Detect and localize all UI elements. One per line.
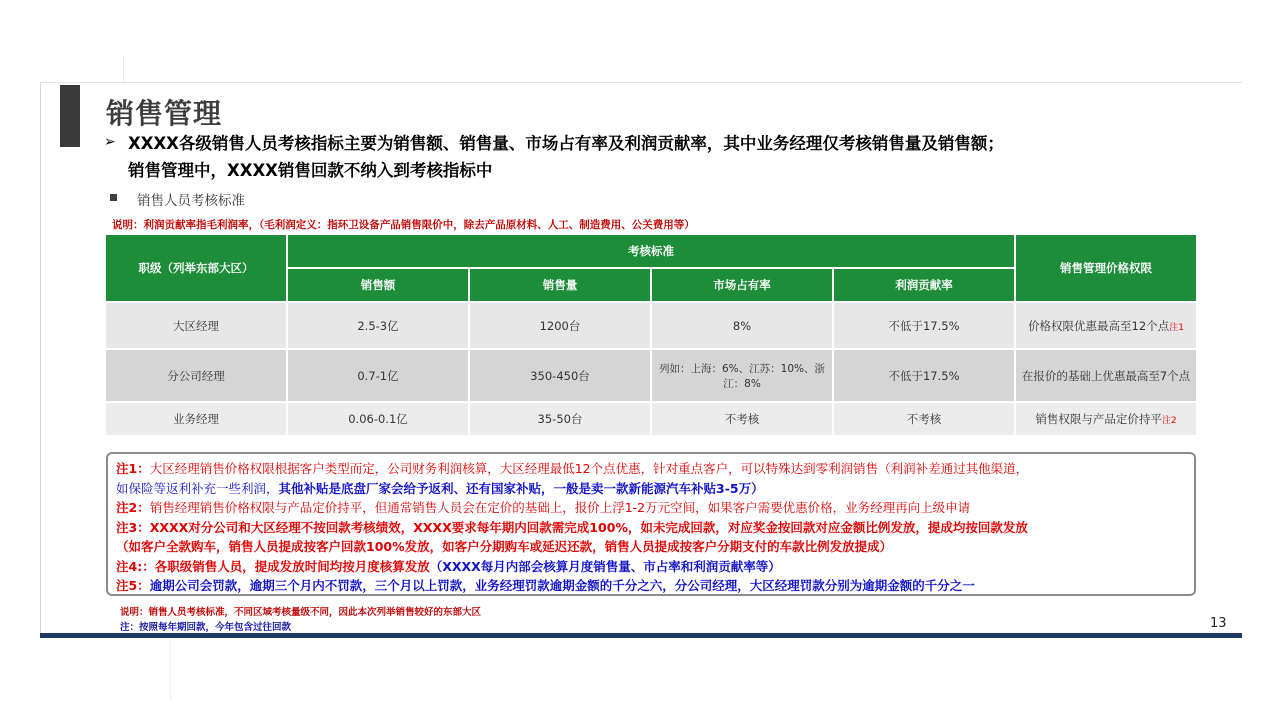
title-accent-bar [60, 85, 80, 147]
table-caption-note: 说明：利润贡献率指毛利润率，（毛利润定义：指环卫设备产品销售限价中，除去产品原材料、人工、制造费用、公关费用等） [112, 219, 695, 231]
footnote-1: 说明：销售人员考核标准，不同区域考核量级不同，因此本次列举销售较好的东部大区 [120, 607, 482, 618]
key-point-line-1: XXXX各级销售人员考核指标主要为销售额、销售量、市场占有率及利润贡献率，其中业务经理仅考核销售量及销售额； [128, 134, 1004, 153]
cell-sales: 0.06-0.1亿 [288, 403, 468, 435]
section-heading: 销售人员考核标准 [137, 193, 245, 209]
key-point-line-2: 销售管理中，XXXX销售回款不纳入到考核指标中 [128, 161, 493, 180]
note-1-text: 大区经理销售价格权限根据客户类型而定，公司财务利润核算，大区经理最低12个点优惠，针对重点客户，可以特殊达到零利润销售（利润补差通过其他渠道， [149, 461, 1029, 476]
note-2-text: 销售经理销售价格权限与产品定价持平，但通常销售人员会在定价的基础上，报价上浮1-2万元空间，如果客户需要优惠价格，业务经理再向上级申请 [149, 500, 971, 515]
cell-profit: 不低于17.5% [834, 303, 1014, 348]
note-4 [116, 557, 1186, 577]
note-1-line-2 [116, 479, 1186, 499]
note-1-text-bold: 其他补贴是底盘厂家会给予返利、还有国家补贴，一般是卖一款新能源汽车补贴3-5万） [278, 480, 764, 496]
price-text: 在报价的基础上优惠最高至7个点 [1021, 368, 1191, 383]
guide-line [123, 56, 124, 82]
cell-price [1016, 350, 1196, 401]
slide-bottom-bar [40, 633, 1242, 638]
note-2 [116, 498, 1186, 518]
note-4-text-cont: （XXXX每月内部会核算月度销售量、市占率和利润贡献率等） [429, 558, 781, 574]
notes-box [106, 452, 1196, 596]
cell-sales: 0.7-1亿 [288, 350, 468, 401]
table-row [106, 303, 1196, 348]
slide-top-border [40, 82, 1242, 83]
note-1-text-cont: 如保险等返利补充一些利润， [116, 480, 279, 496]
header-assessment-group: 考核标准 [288, 235, 1014, 267]
table-row [106, 403, 1196, 435]
note-5-text: 逾期公司会罚款，逾期三个月内不罚款，三个月以上罚款，业务经理罚款逾期金额的千分之六，分公司经理，大区经理罚款分别为逾期金额的千分之一 [149, 578, 975, 593]
header-market-share: 市场占有率 [652, 269, 832, 301]
key-point [128, 130, 1208, 184]
slide-left-border [40, 82, 41, 637]
price-footnote-ref: 注1 [1169, 322, 1184, 333]
cell-sales: 2.5-3亿 [288, 303, 468, 348]
cell-price [1016, 303, 1196, 348]
header-rank: 职级（列举东部大区） [106, 235, 286, 301]
note-3-line-1: 注3：XXXX对分公司和大区经理不按回款考核绩效，XXXX要求每年期内回款需完成100%，如未完成回款，对应奖金按回款对应金额比例发放，提成均按回款发放 [116, 519, 1028, 535]
cell-profit: 不低于17.5% [834, 350, 1014, 401]
cell-price [1016, 403, 1196, 435]
header-sales-volume: 销售量 [470, 269, 650, 301]
arrow-bullet-icon: ➢ [104, 134, 116, 150]
cell-volume: 350-450台 [470, 350, 650, 401]
assessment-table [104, 233, 1198, 437]
cell-profit: 不考核 [834, 403, 1014, 435]
page-title: 销售管理 [106, 97, 223, 130]
footnote-2: 注：按照每年期回款，今年包含过往回款 [120, 622, 292, 633]
cell-rank: 分公司经理 [106, 350, 286, 401]
cell-volume: 1200台 [470, 303, 650, 348]
cell-share: 列如：上海：6%、江苏：10%、浙江：8% [652, 350, 832, 401]
note-3-line-2: （如客户全款购车，销售人员提成按客户回款100%发放，如客户分期购车或延迟还款，销售人员提成按客户分期支付的车款比例发放提成） [116, 539, 893, 554]
header-price-authority: 销售管理价格权限 [1016, 235, 1196, 301]
price-footnote-ref: 注2 [1161, 416, 1177, 426]
cell-volume: 35-50台 [470, 403, 650, 435]
header-profit-rate: 利润贡献率 [834, 269, 1014, 301]
header-sales-amount: 销售额 [288, 269, 468, 301]
guide-line [170, 640, 171, 700]
table-row [106, 350, 1196, 401]
page-number: 13 [1210, 616, 1227, 631]
price-text: 价格权限优惠最高至12个点 [1028, 318, 1170, 333]
cell-rank: 大区经理 [106, 303, 286, 348]
cell-share: 不考核 [652, 403, 832, 435]
price-text: 销售权限与产品定价持平 [1035, 412, 1162, 426]
note-2-label: 注2： [116, 500, 150, 515]
note-1-line-1 [116, 459, 1186, 479]
note-4-text: 注4:：各职级销售人员，提成发放时间均按月度核算发放 [116, 558, 430, 574]
square-bullet-icon [110, 194, 117, 201]
note-5-label: 注5： [116, 578, 150, 593]
cell-share: 8% [652, 303, 832, 348]
note-1-label: 注1： [116, 461, 150, 476]
cell-rank: 业务经理 [106, 403, 286, 435]
note-5 [116, 576, 1186, 596]
